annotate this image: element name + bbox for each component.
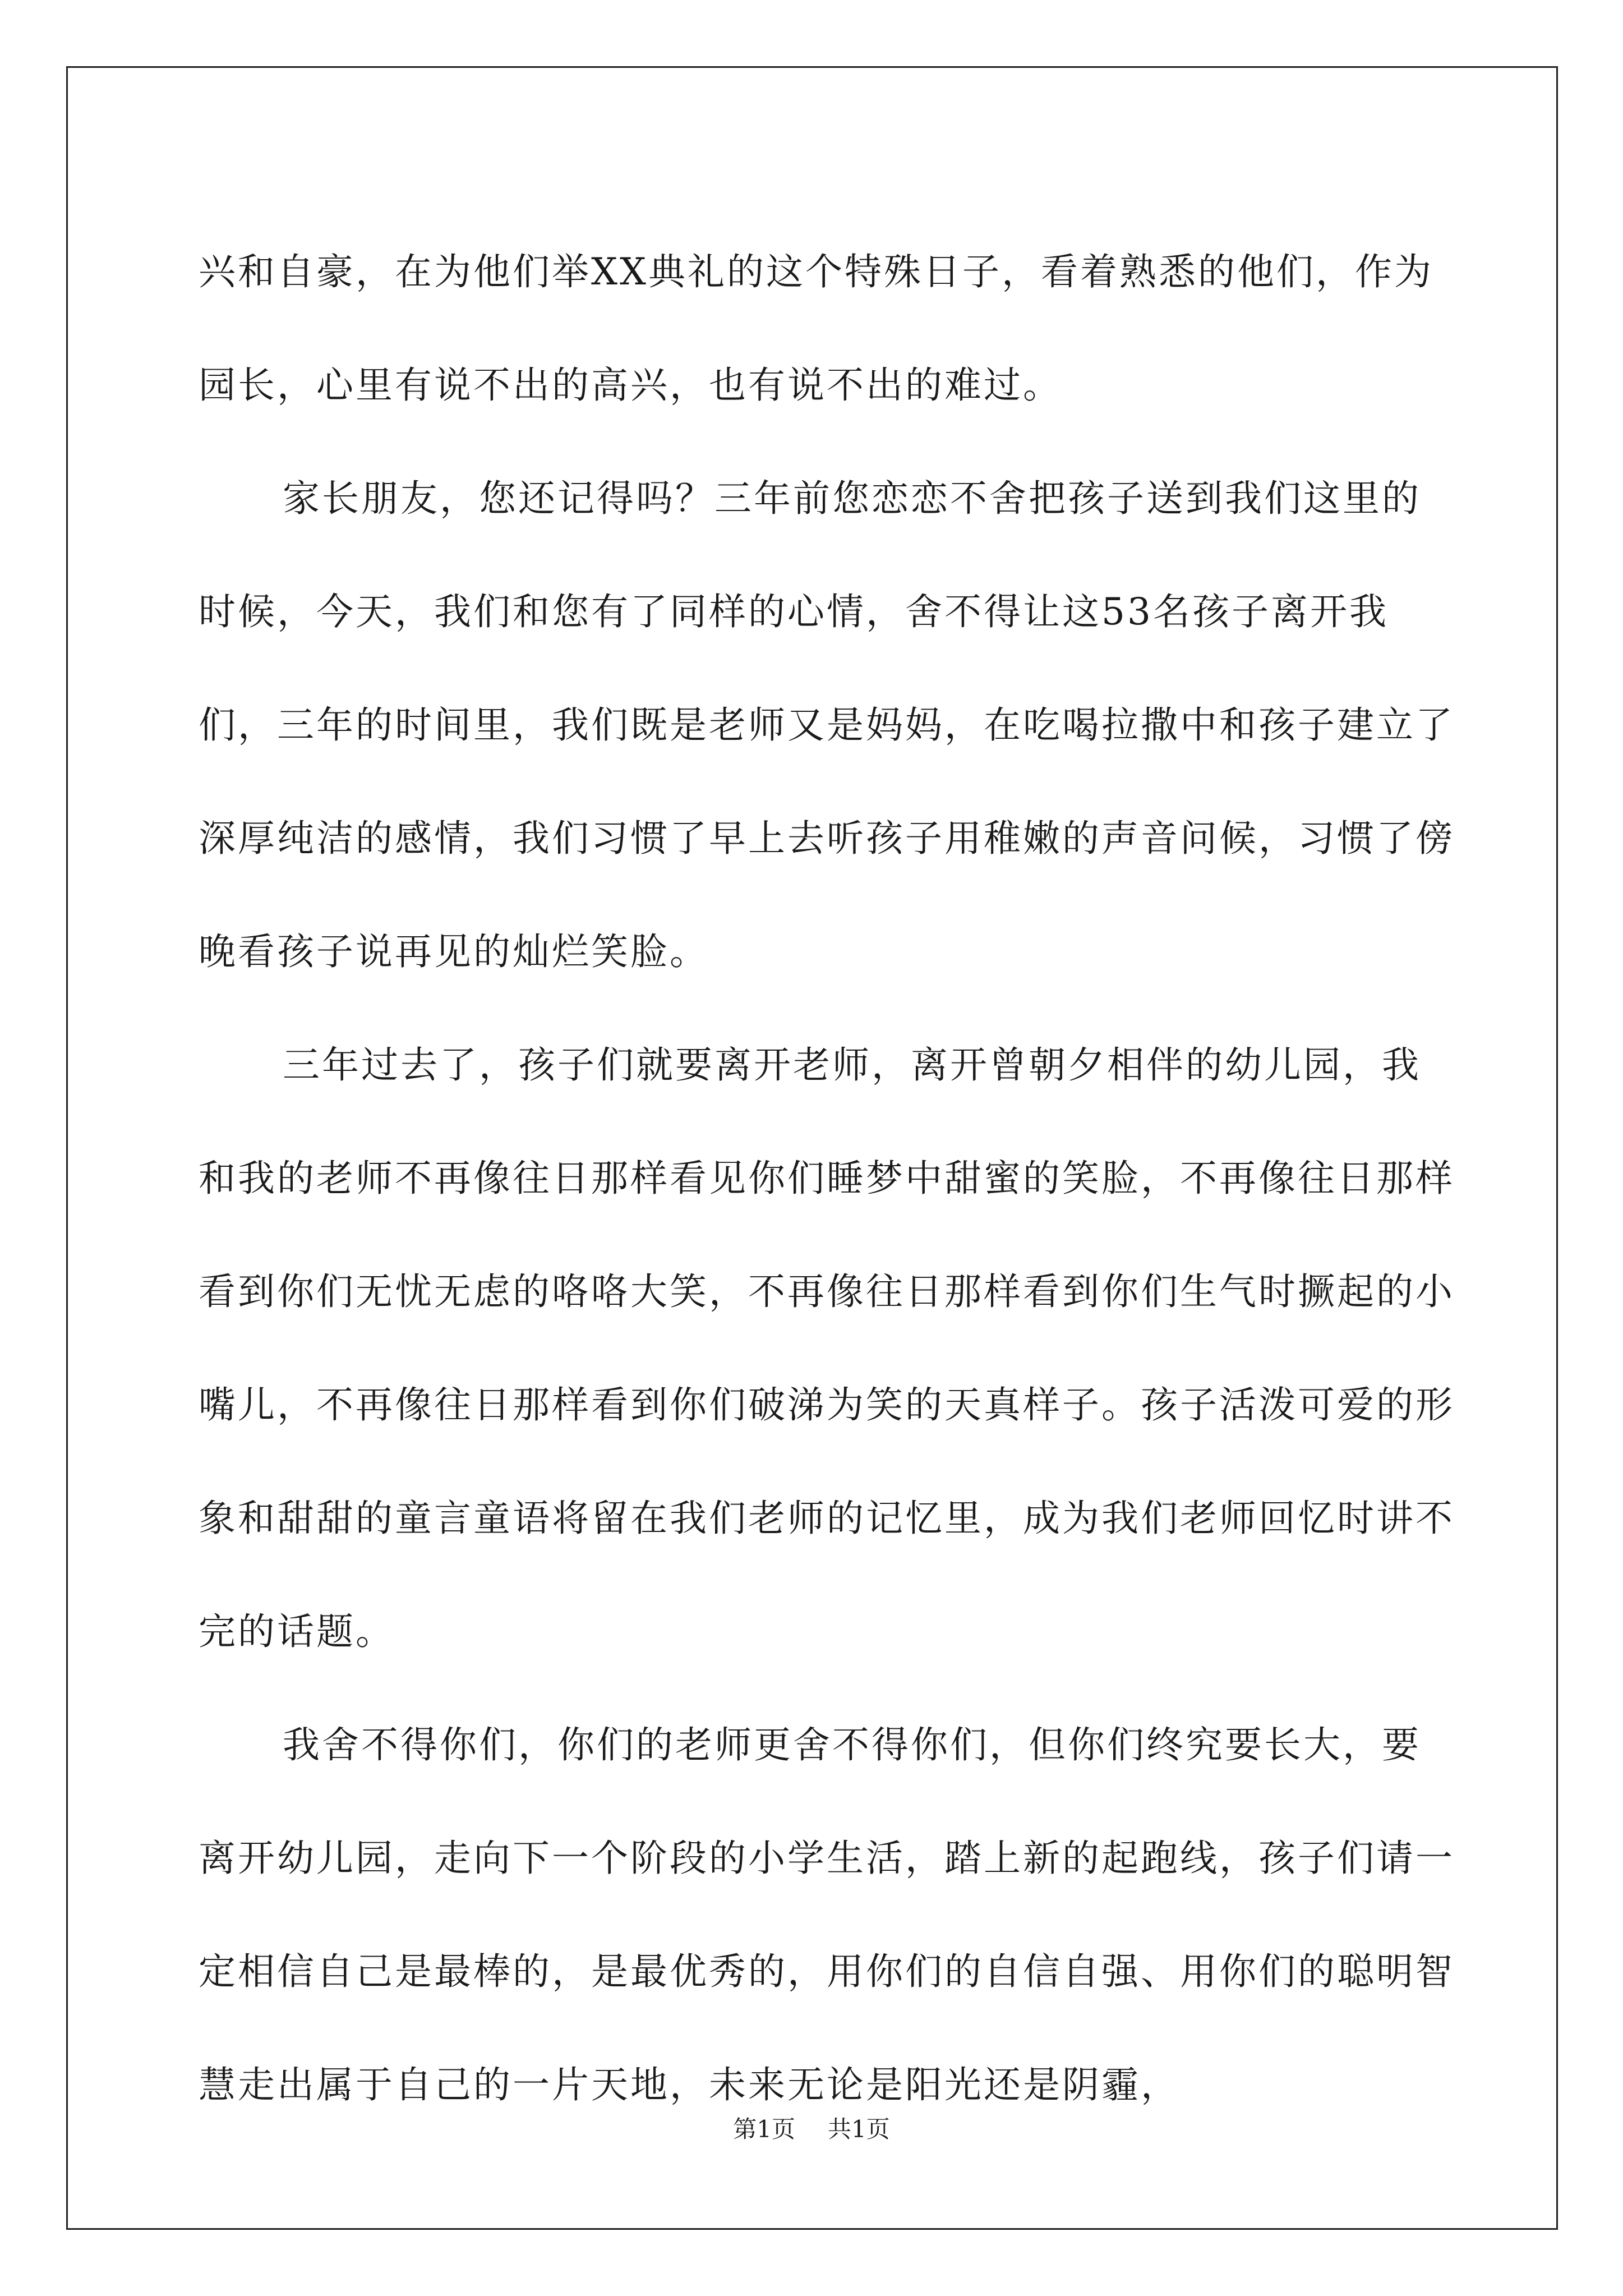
paragraph-4: 我舍不得你们，你们的老师更舍不得你们，但你们终究要长大，要离开幼儿园，走向下一个阶段的小学生活，踏上新的起跑线，孩子们请一定相信自己是最棒的，是最优秀的，用你们的自信自强、用你们的聪明智慧走出属于自己的一片天地，未来无论是阳光还是阴霾， [199, 1723, 1455, 2106]
page-total: 共1页 [828, 2115, 890, 2143]
document-body [199, 215, 1455, 2142]
page-footer [0, 2114, 1623, 2145]
paragraph-3: 三年过去了，孩子们就要离开老师，离开曾朝夕相伴的幼儿园，我和我的老师不再像往日那样看见你们睡梦中甜蜜的笑脸，不再像往日那样看到你们无忧无虑的咯咯大笑，不再像往日那样看到你们生气时撅起的小嘴儿，不再像往日那样看到你们破涕为笑的天真样子。孩子活泼可爱的形象和甜甜的童言童语将留在我们老师的记忆里，成为我们老师回忆时讲不完的话题。 [199, 1043, 1455, 1653]
page-number: 第1页 [733, 2115, 795, 2143]
paragraph-1: 兴和自豪，在为他们举XX典礼的这个特殊日子，看着熟悉的他们，作为园长，心里有说不出的高兴，也有说不出的难过。 [199, 250, 1433, 407]
paragraph-2: 家长朋友，您还记得吗？三年前您恋恋不舍把孩子送到我们这里的时候，今天，我们和您有了同样的心情，舍不得让这53名孩子离开我们，三年的时间里，我们既是老师又是妈妈，在吃喝拉撒中和孩子建立了深厚纯洁的感情，我们习惯了早上去听孩子用稚嫩的声音问候，习惯了傍晚看孩子说再见的灿烂笑脸。 [199, 477, 1455, 973]
